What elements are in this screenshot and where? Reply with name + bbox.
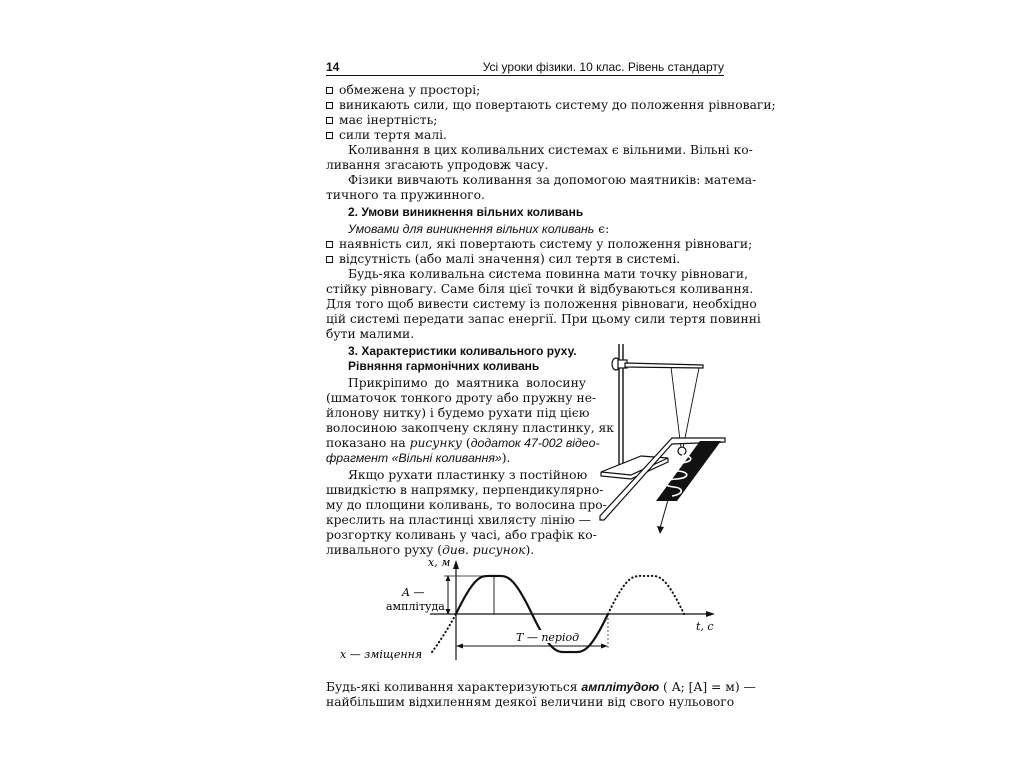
bullet-square-icon <box>326 256 333 263</box>
paragraph-line: ливання згасають упродовж часу. <box>326 158 549 172</box>
paragraph-line: показано на рисунку (додаток 47-002 відео- <box>326 436 600 450</box>
paragraph-line: (шматочок тонкого дроту або пружну не- <box>326 391 597 405</box>
section-heading: Рівняння гармонічних коливань <box>348 359 540 373</box>
period-label: T — період <box>516 631 580 644</box>
running-title: Усі уроки фізики. 10 клас. Рівень стандарту <box>482 60 724 74</box>
list-item: сили тертя малі. <box>326 128 447 143</box>
section-lead: Умовами для виникнення вільних коливань є: <box>348 222 610 236</box>
page-number: 14 <box>326 60 340 74</box>
paragraph-line: креслить на пластинці хвилясту лінію — <box>326 513 591 527</box>
bullet-square-icon <box>326 132 333 139</box>
bullet-square-icon <box>326 117 333 124</box>
paragraph-line: му до площини коливань, то волосина про- <box>326 498 607 512</box>
paragraph-line: бути малими. <box>326 327 415 341</box>
page-header <box>326 60 724 74</box>
oscillation-graph <box>326 550 724 670</box>
paragraph-line: швидкістю в напрямку, перпендикулярно- <box>326 483 604 497</box>
paragraph-line: Будь-яка коливальна система повинна мати точку рівноваги, <box>348 267 748 281</box>
pendulum-illustration <box>598 338 728 538</box>
list-item: має інертність; <box>326 113 437 128</box>
t-axis-arrow-icon <box>706 611 715 617</box>
paragraph-line: стійку рівновагу. Саме біля цієї точки й відбуваються коливання. <box>326 282 754 296</box>
paragraph-line: Коливання в цих коливальних системах є вільними. Вільні ко- <box>348 143 753 157</box>
t-axis-label: t, с <box>696 620 714 633</box>
list-item: відсутність (або малі значення) сил тертя в системі. <box>326 252 680 267</box>
section-heading: 3. Характеристики коливального руху. <box>348 344 577 358</box>
paragraph-line: Будь-які коливання характеризуються амплітудою ( A; [A] = м) — <box>326 680 756 694</box>
paragraph-line: Прикріпимо до маятника волосину <box>348 376 586 390</box>
wave-dotted-left <box>432 614 456 652</box>
x-axis-label: x, м <box>428 556 451 569</box>
paragraph-line: Фізики вивчають коливання за допомогою маятників: матема- <box>348 173 757 187</box>
displacement-label: x — зміщення <box>340 648 423 661</box>
x-axis-arrow-icon <box>453 560 459 569</box>
bullet-square-icon <box>326 241 333 248</box>
paragraph-line: волосиною закопчену скляну пластинку, як <box>326 421 614 435</box>
bullet-square-icon <box>326 102 333 109</box>
paragraph-line: розгортку коливань у часі, або графік ко- <box>326 528 597 542</box>
amplitude-symbol: A — <box>402 586 425 599</box>
paragraph-line: цій системі передати запас енергії. При цьому сили тертя повинні <box>326 312 761 326</box>
list-item: наявність сил, які повертають систему у положення рівноваги; <box>326 237 752 252</box>
paragraph-line: Якщо рухати пластинку з постійною <box>348 468 588 482</box>
list-item: обмежена у просторі; <box>326 83 480 98</box>
paragraph-line: тичного та пружинного. <box>326 188 485 202</box>
list-item: виникають сили, що повертають систему до положення рівноваги; <box>326 98 776 113</box>
paragraph-line: фрагмент «Вільні коливання»). <box>326 451 511 465</box>
paragraph-line: йлонову нитку) і будемо рухати під цією <box>326 406 590 420</box>
wave-dotted-right <box>608 576 684 614</box>
bullet-square-icon <box>326 87 333 94</box>
amplitude-label: амплітуда <box>386 600 445 613</box>
paragraph-line: ливального руху (див. рисунок). <box>326 543 535 557</box>
section-heading: 2. Умови виникнення вільних коливань <box>348 205 584 219</box>
paragraph-line: Для того щоб вивести систему із положення рівноваги, необхідно <box>326 297 757 311</box>
paragraph-line: найбільшим відхиленням деякої величини від свого нульового <box>326 695 735 709</box>
header-rule <box>326 75 724 76</box>
